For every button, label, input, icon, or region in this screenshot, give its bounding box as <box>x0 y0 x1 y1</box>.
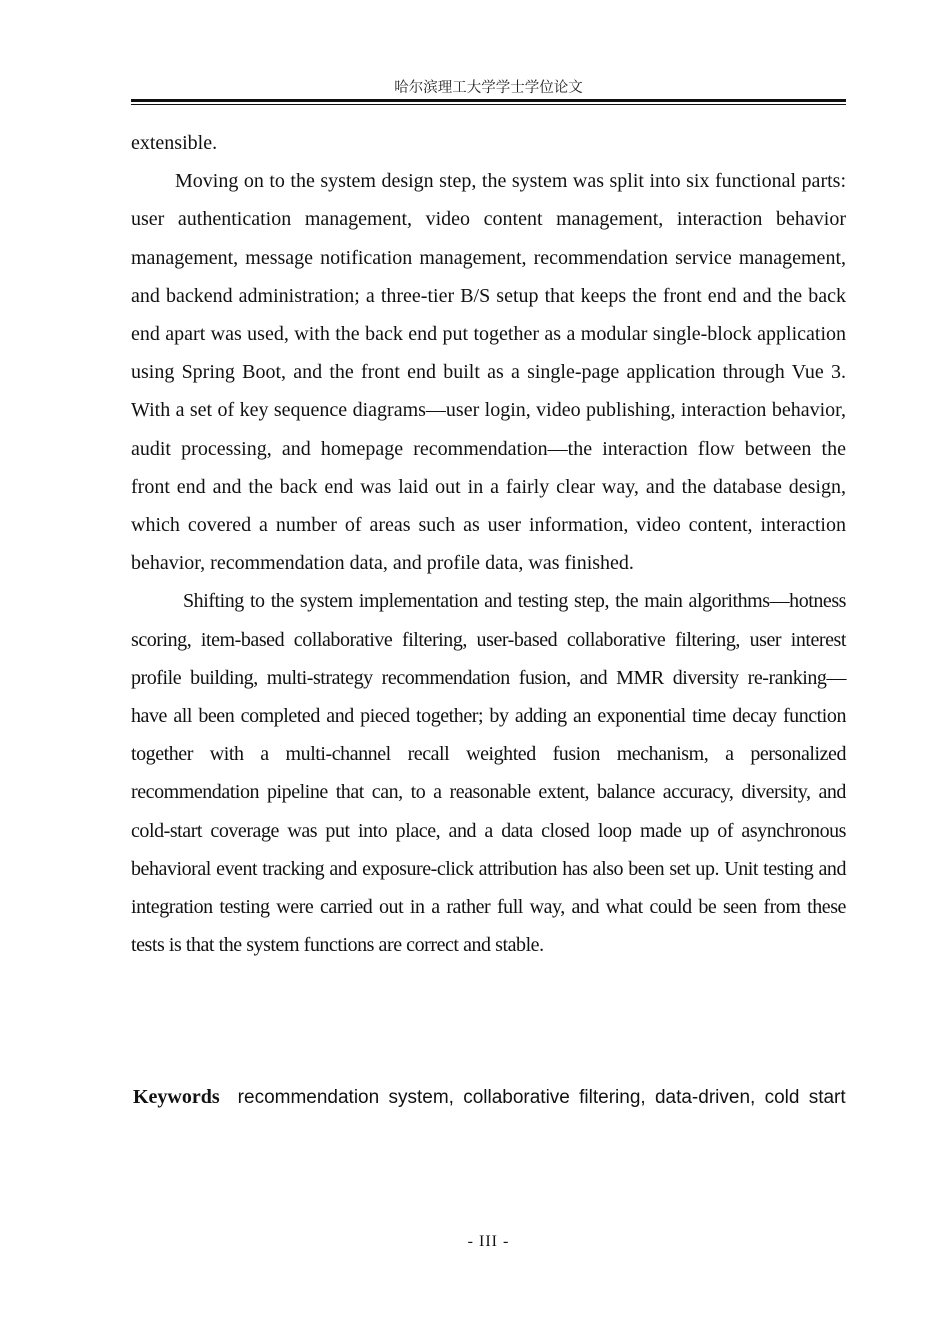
paragraph-system-design: Moving on to the system design step, the system was split into six functional parts: user authentication management, video content management, interaction behavior management, message notification management, recommendation service management, and backend administration; a three-tier B/S setup that keeps the front end and the back end apart was used, with the back end put together as a modular single-block application using Spring Boot, and the front end built as a single-page application through Vue 3. With a set of key sequence diagrams—user login, video publishing, interaction behavior, audit processing, and homepage recommendation—the interaction flow between the front end and the back end was laid out in a fairly clear way, and the database design, which covered a number of areas such as user information, video content, interaction behavior, recommendation data, and profile data, was finished. <box>131 170 846 575</box>
paragraph-system-implementation: Shifting to the system implementation and testing step, the main algorithms—hotness scoring, item-based collaborative filtering, user-based collaborative filtering, user interest profile building, multi-strategy recommendation fusion, and MMR diversity re-ranking—have all been completed and pieced together; by adding an exponential time decay function together with a multi-channel recall weighted fusion mechanism, a personalized recommendation pipeline that can, to a reasonable extent, balance accuracy, diversity, and cold-start coverage was put into place, and a data closed loop made up of asynchronous behavioral event tracking and exposure-click attribution has also been set up. Unit testing and integration testing were carried out in a rather full way, and what could be seen from these tests is that the system functions are correct and stable. <box>131 590 846 957</box>
body-text <box>131 124 846 964</box>
page-number: - III - <box>467 1233 510 1250</box>
page-header-title: 哈尔滨理工大学学士学位论文 <box>394 80 583 96</box>
paragraph-continued: extensible. <box>131 132 218 154</box>
header-rule-thin <box>131 104 846 105</box>
keywords-text: recommendation system, collaborative filtering, data-driven, cold start <box>237 1087 846 1108</box>
keywords-section <box>131 1078 846 1117</box>
keywords-label: Keywords <box>133 1086 220 1108</box>
header-rule-thick <box>131 99 846 102</box>
